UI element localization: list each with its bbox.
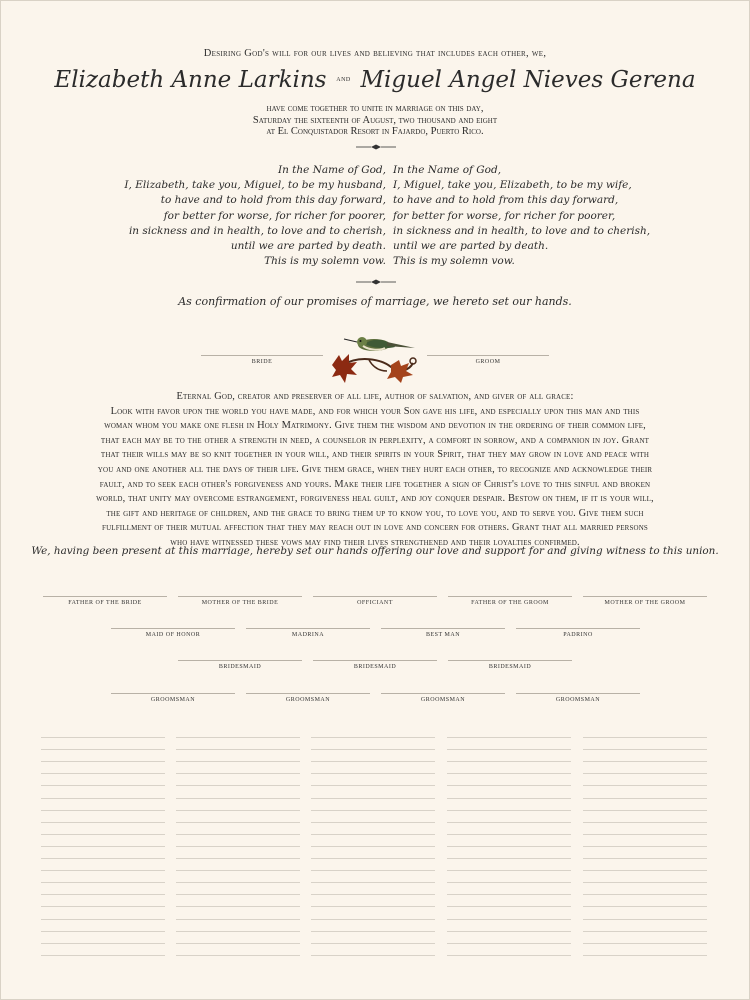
vow-line: in sickness and in health, to love and to cherish, <box>393 224 651 237</box>
guest-signature-line[interactable] <box>41 749 165 750</box>
guest-signature-line[interactable] <box>41 870 165 871</box>
signature-line[interactable] <box>448 660 572 661</box>
guest-signature-line[interactable] <box>311 834 435 835</box>
guest-signature-line[interactable] <box>176 943 300 944</box>
signature-label: MOTHER OF THE BRIDE <box>201 600 279 606</box>
guest-signature-line[interactable] <box>311 870 435 871</box>
signature-line[interactable] <box>178 596 302 597</box>
guest-signature-line[interactable] <box>447 773 571 774</box>
guest-signature-line[interactable] <box>583 882 707 883</box>
guest-signature-line[interactable] <box>447 931 571 932</box>
vow-line: to have and to hold from this day forward, <box>160 194 386 207</box>
prayer-line: you and one another all the days of their life. Give them grace, when they hurt each other, to recognize and acknowledge their <box>97 463 653 475</box>
guest-signature-line[interactable] <box>447 761 571 762</box>
guest-signature-line[interactable] <box>176 798 300 799</box>
witness-statement: We, having been present at this marriage, hereby set our hands offering our love and support for and giving witness to this union. <box>31 545 719 557</box>
guest-signature-line[interactable] <box>311 943 435 944</box>
confirmation-line: As confirmation of our promises of marriage, we hereto set our hands. <box>178 295 572 308</box>
guest-signature-line[interactable] <box>311 773 435 774</box>
prayer-line: fulfillment of their mutual affection that they may reach out in love and concern for others. Grant that all married persons <box>102 522 648 534</box>
signature-line[interactable] <box>516 693 640 694</box>
guest-signature-line[interactable] <box>41 846 165 847</box>
groom-vows <box>393 163 693 269</box>
guest-signature-line[interactable] <box>447 919 571 920</box>
signature-line[interactable] <box>313 660 437 661</box>
guest-signature-line[interactable] <box>41 773 165 774</box>
vow-line: until we are parted by death. <box>393 240 549 253</box>
guest-signature-line[interactable] <box>447 870 571 871</box>
signature-line[interactable] <box>381 628 505 629</box>
guest-signature-line[interactable] <box>447 943 571 944</box>
guest-signature-line[interactable] <box>41 858 165 859</box>
signature-label: BRIDESMAID <box>488 664 532 670</box>
bride-label: BRIDE <box>251 359 273 365</box>
guest-signature-line[interactable] <box>176 773 300 774</box>
guest-signature-line[interactable] <box>311 761 435 762</box>
guest-signature-line[interactable] <box>583 822 707 823</box>
guest-signature-line[interactable] <box>41 798 165 799</box>
guest-signature-line[interactable] <box>447 798 571 799</box>
details-line: have come together to unite in marriage on this day, <box>266 103 484 114</box>
vow-line: I, Miguel, take you, Elizabeth, to be my wife, <box>393 179 632 192</box>
guest-signature-line[interactable] <box>583 810 707 811</box>
guest-signature-line[interactable] <box>176 931 300 932</box>
prayer-line: that their wills may be so knit together in your will, and their spirits in your Spirit, that they may grow in love and peace with <box>100 449 650 461</box>
groom-label: GROOM <box>475 359 501 365</box>
guest-signature-line[interactable] <box>176 761 300 762</box>
guest-signature-line[interactable] <box>583 834 707 835</box>
guest-signature-line[interactable] <box>583 858 707 859</box>
intro-line: Desiring God's will for our lives and believing that includes each other, we, <box>203 48 547 59</box>
guest-signature-line[interactable] <box>176 894 300 895</box>
guest-signature-line[interactable] <box>311 858 435 859</box>
guest-signature-line[interactable] <box>311 798 435 799</box>
guest-signature-line[interactable] <box>583 737 707 738</box>
vow-line: until we are parted by death. <box>230 240 386 253</box>
guest-signature-line[interactable] <box>447 894 571 895</box>
vow-line: for better for worse, for richer for poorer, <box>163 209 386 222</box>
guest-signature-line[interactable] <box>311 822 435 823</box>
prayer-line: who have witnessed these vows may find their lives strengthened and their loyalties confirmed. <box>170 536 580 548</box>
couple-names <box>1 67 749 93</box>
vow-line: for better for worse, for richer for poorer, <box>393 209 616 222</box>
signature-label: BRIDESMAID <box>218 664 262 670</box>
vow-line: to have and to hold from this day forward, <box>393 194 619 207</box>
signature-line[interactable] <box>246 628 370 629</box>
signature-label: GROOMSMAN <box>420 697 466 703</box>
prayer-line: Look with favor upon the world you have made, and for which your Son gave his life, and especially upon this man and this <box>110 405 640 417</box>
details-line: Saturday the sixteenth of August, two thousand and eight <box>252 114 498 126</box>
guest-signature-line[interactable] <box>176 955 300 956</box>
vow-line: In the Name of God, <box>393 164 502 176</box>
guest-signature-line[interactable] <box>447 955 571 956</box>
guest-signature-line[interactable] <box>583 749 707 750</box>
signature-line[interactable] <box>111 628 235 629</box>
prayer-line: Eternal God, creator and preserver of all life, author of salvation, and giver of all grace: <box>176 391 574 402</box>
signature-line[interactable] <box>583 596 707 597</box>
guest-signature-line[interactable] <box>583 955 707 956</box>
guest-signature-line[interactable] <box>41 894 165 895</box>
guest-signature-line[interactable] <box>447 785 571 786</box>
guest-signature-line[interactable] <box>583 894 707 895</box>
signature-line[interactable] <box>516 628 640 629</box>
guest-signature-line[interactable] <box>447 737 571 738</box>
bride-vows <box>81 163 386 269</box>
guest-signature-line[interactable] <box>583 906 707 907</box>
signature-label: GROOMSMAN <box>150 697 196 703</box>
signature-label: GROOMSMAN <box>555 697 601 703</box>
signature-label: OFFICIANT <box>357 600 393 606</box>
signature-label: GROOMSMAN <box>285 697 331 703</box>
signature-label: MAID OF HONOR <box>145 632 201 638</box>
guest-signature-line[interactable] <box>41 919 165 920</box>
guest-signature-line[interactable] <box>583 870 707 871</box>
vow-line: This is my solemn vow. <box>264 255 386 268</box>
guest-signature-line[interactable] <box>583 846 707 847</box>
guest-signature-line[interactable] <box>176 737 300 738</box>
guest-signature-line[interactable] <box>176 919 300 920</box>
guest-signature-line[interactable] <box>447 846 571 847</box>
guest-signature-line[interactable] <box>583 761 707 762</box>
guest-signature-line[interactable] <box>447 810 571 811</box>
guest-signature-line[interactable] <box>176 810 300 811</box>
guest-signature-line[interactable] <box>311 931 435 932</box>
bride-name: Elizabeth Anne Larkins <box>54 67 327 93</box>
flourish-divider <box>356 144 396 150</box>
guest-signature-line[interactable] <box>583 919 707 920</box>
guest-signature-line[interactable] <box>41 882 165 883</box>
hummingbird-leaves-icon <box>329 327 421 385</box>
signature-line[interactable] <box>381 693 505 694</box>
details-line: at El Conquistador Resort in Fajardo, Puerto Rico. <box>266 126 484 137</box>
vow-line: This is my solemn vow. <box>393 255 515 268</box>
guest-signature-line[interactable] <box>41 943 165 944</box>
guest-signature-line[interactable] <box>447 858 571 859</box>
guest-signature-line[interactable] <box>311 810 435 811</box>
guest-signature-line[interactable] <box>311 906 435 907</box>
groom-signature-line[interactable] <box>427 355 549 356</box>
signature-line[interactable] <box>246 693 370 694</box>
guest-signature-line[interactable] <box>311 785 435 786</box>
guest-signature-line[interactable] <box>311 919 435 920</box>
guest-signature-line[interactable] <box>583 773 707 774</box>
guest-signature-line[interactable] <box>311 894 435 895</box>
guest-signature-line[interactable] <box>311 955 435 956</box>
guest-signature-line[interactable] <box>447 834 571 835</box>
prayer-line: the gift and heritage of children, and the grace to bring them up to know you, to love you, and to serve you. Give them such <box>106 507 644 519</box>
vow-line: In the Name of God, <box>277 164 386 176</box>
signature-label: MOTHER OF THE GROOM <box>604 600 686 606</box>
flourish-divider <box>356 279 396 285</box>
guest-signature-line[interactable] <box>176 870 300 871</box>
guest-signature-line[interactable] <box>583 798 707 799</box>
guest-signature-line[interactable] <box>41 810 165 811</box>
guest-signature-line[interactable] <box>41 785 165 786</box>
guest-signature-line[interactable] <box>176 906 300 907</box>
signature-label: FATHER OF THE GROOM <box>471 600 549 606</box>
blessing-prayer <box>37 390 713 551</box>
vow-line: I, Elizabeth, take you, Miguel, to be my husband, <box>124 179 386 192</box>
bride-signature-line[interactable] <box>201 355 323 356</box>
signature-line[interactable] <box>313 596 437 597</box>
guest-signature-line[interactable] <box>41 822 165 823</box>
ceremony-details <box>1 103 749 138</box>
guest-signature-line[interactable] <box>447 822 571 823</box>
prayer-line: that each may be to the other a strength in need, a counselor in perplexity, a comfort in sorrow, and a companion in joy. Grant <box>100 434 650 446</box>
guest-signature-line[interactable] <box>41 834 165 835</box>
guest-signature-line[interactable] <box>447 906 571 907</box>
prayer-line: fault, and to seek each other's forgiveness and yours. Make their life together a sign of Christ's love to this sinful and broken <box>99 478 651 490</box>
guest-signature-line[interactable] <box>41 955 165 956</box>
guest-signature-line[interactable] <box>583 931 707 932</box>
guest-signature-line[interactable] <box>176 822 300 823</box>
guest-signature-line[interactable] <box>311 737 435 738</box>
guest-signature-line[interactable] <box>176 834 300 835</box>
guest-signature-line[interactable] <box>176 749 300 750</box>
signature-label: BEST MAN <box>425 632 461 638</box>
names-conjunction: and <box>336 73 351 83</box>
signature-label: MADRINA <box>291 632 325 638</box>
guest-signature-line[interactable] <box>41 931 165 932</box>
signature-label: BRIDESMAID <box>353 664 397 670</box>
guest-signature-line[interactable] <box>41 761 165 762</box>
signature-label: FATHER OF THE BRIDE <box>68 600 142 606</box>
vow-line: in sickness and in health, to love and to cherish, <box>128 224 386 237</box>
guest-signature-line[interactable] <box>583 785 707 786</box>
guest-signature-line[interactable] <box>447 749 571 750</box>
groom-name: Miguel Angel Nieves Gerena <box>360 67 696 93</box>
guest-signature-line[interactable] <box>176 858 300 859</box>
guest-signature-line[interactable] <box>41 737 165 738</box>
signature-line[interactable] <box>111 693 235 694</box>
guest-signature-line[interactable] <box>583 943 707 944</box>
prayer-line: woman whom you make one flesh in Holy Matrimony. Give them the wisdom and devotion in the ordering of their common life, <box>104 420 646 432</box>
prayer-line: world, that unity may overcome estrangement, forgiveness heal guilt, and joy conquer despair. Bestow on them, if it is your will, <box>96 493 654 505</box>
guest-signature-line[interactable] <box>447 882 571 883</box>
guest-signature-line[interactable] <box>311 846 435 847</box>
guest-signature-line[interactable] <box>311 749 435 750</box>
guest-signature-line[interactable] <box>176 846 300 847</box>
guest-signature-line[interactable] <box>176 882 300 883</box>
signature-line[interactable] <box>448 596 572 597</box>
guest-signature-line[interactable] <box>41 906 165 907</box>
signature-label: PADRINO <box>563 632 593 638</box>
signature-line[interactable] <box>178 660 302 661</box>
signature-line[interactable] <box>43 596 167 597</box>
guest-signature-line[interactable] <box>311 882 435 883</box>
guest-signature-line[interactable] <box>176 785 300 786</box>
